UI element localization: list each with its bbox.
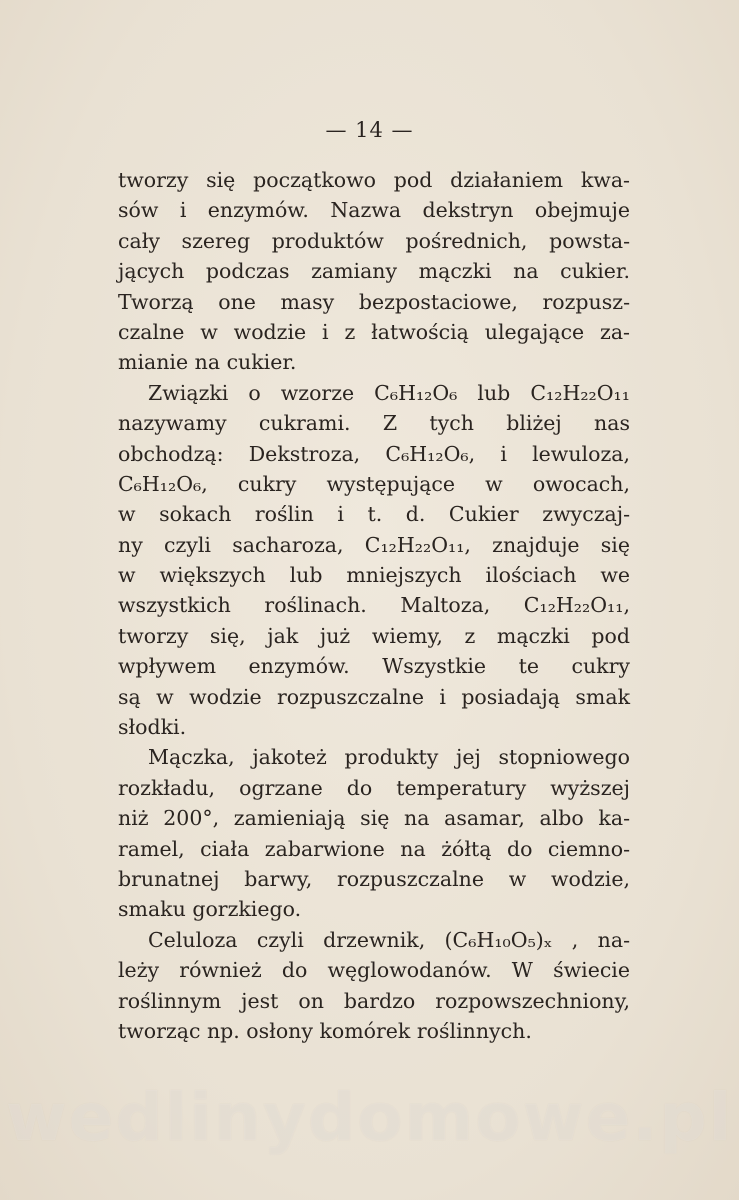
text-line: Związki o wzorze C₆H₁₂O₆ lub C₁₂H₂₂O₁₁ (148, 380, 630, 405)
text-line: smaku gorzkiego. (118, 897, 302, 922)
text-line: roślinnym jest on bardzo rozpowszechniony, (118, 988, 630, 1013)
text-line: rozkładu, ogrzane do temperatury wyższej (118, 775, 630, 800)
text-line: wszystkich roślinach. Maltoza, C₁₂H₂₂O₁₁, (118, 593, 630, 618)
text-line: mianie na cukier. (118, 350, 297, 375)
watermark: wedlinydomowe.pl (5, 1079, 734, 1156)
text-line: niż 200°, zamieniają się na asamar, albo ka- (118, 806, 630, 831)
text-line: ny czyli sacharoza, C₁₂H₂₂O₁₁, znajduje się (118, 532, 630, 557)
text-line: wpływem enzymów. Wszystkie te cukry (118, 654, 630, 679)
text-line: ramel, ciała zabarwione na żółtą do ciemno- (118, 836, 630, 861)
text-line: w większych lub mniejszych ilościach we (118, 563, 630, 588)
text-line: nazywamy cukrami. Z tych bliżej nas (118, 411, 630, 436)
text-line: Mączka, jakoteż produkty jej stopniowego (148, 745, 630, 770)
text-line: w sokach roślin i t. d. Cukier zwyczaj- (118, 502, 630, 527)
text-line: tworzy się początkowo pod działaniem kwa- (118, 168, 630, 192)
text-line: C₆H₁₂O₆, cukry występujące w owocach, (118, 471, 630, 496)
text-line: słodki. (118, 715, 187, 740)
text-line: jących podczas zamiany mączki na cukier. (118, 259, 630, 284)
text-line: są w wodzie rozpuszczalne i posiadają smak (118, 684, 630, 709)
text-line: cały szereg produktów pośrednich, powsta- (118, 228, 630, 253)
text-line: leży również do węglowodanów. W świecie (118, 958, 630, 983)
text-line: sów i enzymów. Nazwa dekstryn obejmuje (118, 198, 630, 223)
page-number: — 14 — (325, 118, 414, 142)
text-line: brunatnej barwy, rozpuszczalne w wodzie, (118, 866, 630, 891)
text-line: Celuloza czyli drzewnik, (C₆H₁₀O₅)ₓ , na- (148, 927, 630, 952)
text-line: Tworzą one masy bezpostaciowe, rozpusz- (118, 289, 630, 314)
text-line: czalne w wodzie i z łatwością ulegające za- (118, 319, 630, 344)
text-line: tworząc np. osłony komórek roślinnych. (118, 1018, 532, 1043)
body-text (118, 165, 630, 1046)
text-line: tworzy się, jak już wiemy, z mączki pod (118, 623, 630, 648)
text-line: obchodzą: Dekstroza, C₆H₁₂O₆, i lewuloza, (118, 441, 630, 466)
